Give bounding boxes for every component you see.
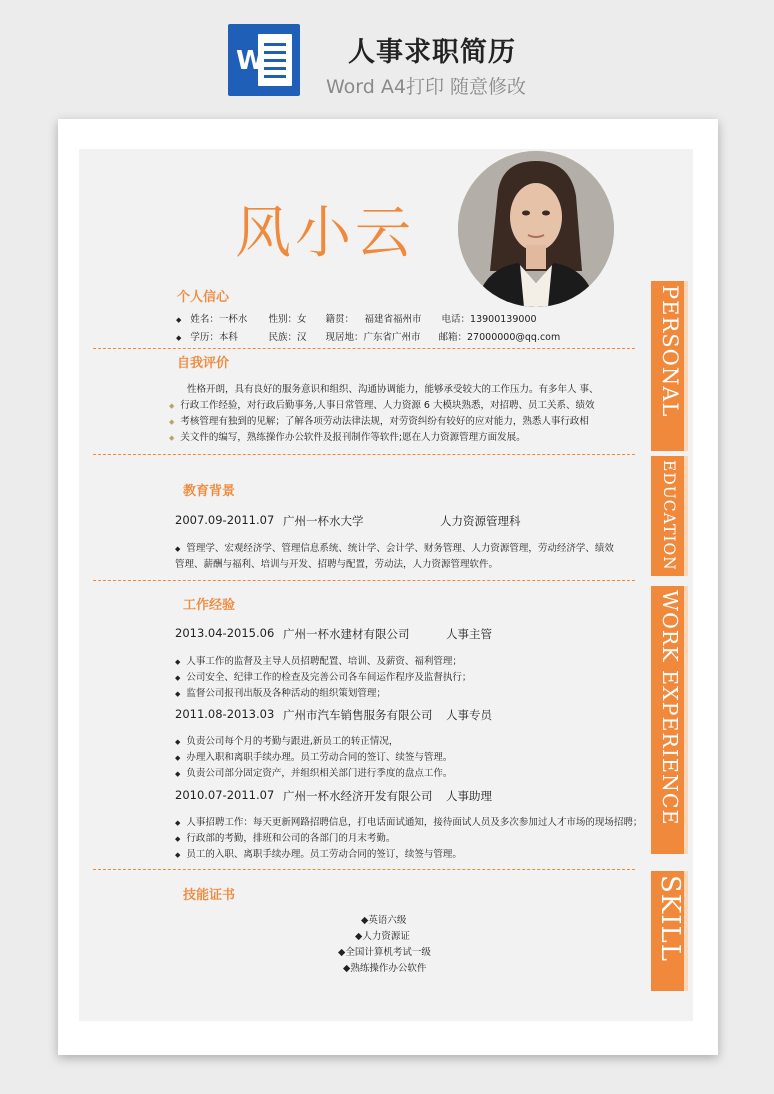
self-eval-title: 自我评价: [177, 356, 230, 371]
job-item: ◆ 人事招聘工作：每天更新网路招聘信息，打电话面试通知，接待面试人员及多次参加过人才市场的现场招聘；: [175, 817, 643, 828]
word-icon: W: [228, 24, 300, 96]
job-item: ◆ 公司安全、纪律工作的检查及完善公司各车间运作程序及监督执行；: [175, 672, 472, 683]
skill-item: ◆全国计算机考试一级: [338, 947, 431, 958]
education-line: 管理、薪酬与福利、培训与开发、招聘与配置，劳动法，人力资源管理软件。: [175, 559, 499, 570]
skill-item: ◆英语六级: [361, 915, 407, 926]
divider: [93, 348, 635, 349]
side-label-education: EDUCATION: [651, 456, 688, 576]
personal-row-1: ◆ 姓名：一杯水 性别：女 籍贯： 福建省福州市 电话：13900139000: [176, 314, 537, 325]
job-entry: 2011.08-2013.03 广州市汽车销售服务有限公司 人事专员: [175, 707, 492, 722]
skills-title: 技能证书: [183, 888, 236, 903]
side-label-skill: SKILL: [651, 871, 688, 991]
skill-item: ◆人力资源证: [355, 931, 410, 942]
divider: [93, 869, 635, 870]
job-item: ◆ 负责公司部分固定资产，并组织相关部门进行季度的盘点工作。: [175, 768, 453, 779]
work-title: 工作经验: [183, 598, 236, 613]
personal-info-title: 个人信心: [177, 290, 230, 305]
page-header: [0, 0, 774, 110]
job-item: ◆ 监督公司报刊出版及各种活动的组织策划管理；: [175, 688, 386, 699]
job-item: ◆ 员工的入职、离职手续办理。员工劳动合同的签订，续签与管理。: [175, 849, 462, 860]
self-eval-line: ◆ 考核管理有独到的见解；了解各项劳动法律法规，对劳资纠纷有较好的应对能力，熟悉人事行政相: [169, 416, 589, 427]
page-subtitle: Word A4打印 随意修改: [326, 76, 527, 98]
job-item: ◆ 人事工作的监督及主导人员招聘配置、培训、及薪资、福利管理；: [175, 656, 462, 667]
job-entry: 2010.07-2011.07 广州一杯水经济开发有限公司 人事助理: [175, 788, 492, 803]
job-item: ◆ 行政部的考勤，排班和公司的各部门的月末考勤。: [175, 833, 396, 844]
side-label-personal: PERSONAL: [651, 281, 688, 451]
resume-paper: [58, 119, 718, 1055]
self-eval-line: ◆ 行政工作经验，对行政后勤事务,人事日常管理、人力资源 6 大模块熟悉，对招聘、员工关系、绩效: [169, 400, 595, 411]
job-entry: 2013.04-2015.06 广州一杯水建材有限公司 人事主管: [175, 626, 492, 641]
candidate-name: 风小云: [235, 201, 415, 266]
resume-body: [79, 149, 693, 1021]
education-entry: 2007.09-2011.07 广州一杯水大学 人力资源管理科: [175, 513, 521, 528]
personal-row-2: ◆ 学历：本科 民族：汉 现居地：广东省广州市 邮箱：27000000@qq.com: [176, 332, 561, 343]
side-label-work-experience: WORK EXPERIENCE: [651, 586, 688, 854]
self-eval-line: 性格开朗，具有良好的服务意识和组织、沟通协调能力，能够承受较大的工作压力。有多年人 事、: [187, 384, 599, 395]
self-eval-line: ◆ 关文件的编写，熟练操作办公软件及报刊制作等软件;愿在人力资源管理方面发展。: [169, 432, 526, 443]
job-item: ◆ 负责公司每个月的考勤与跟进,新员工的转正情况，: [175, 736, 399, 747]
job-item: ◆ 办理入职和离职手续办理。员工劳动合同的签订、续签与管理。: [175, 752, 453, 763]
education-title: 教育背景: [183, 484, 236, 499]
education-line: ◆ 管理学、宏观经济学、管理信息系统、统计学、会计学、财务管理、人力资源管理，劳动经济学、绩效: [175, 543, 614, 554]
skill-item: ◆熟练操作办公软件: [343, 963, 427, 974]
page-title: 人事求职简历: [348, 37, 516, 68]
profile-photo: [458, 151, 614, 307]
divider: [93, 454, 635, 455]
divider: [93, 580, 635, 581]
